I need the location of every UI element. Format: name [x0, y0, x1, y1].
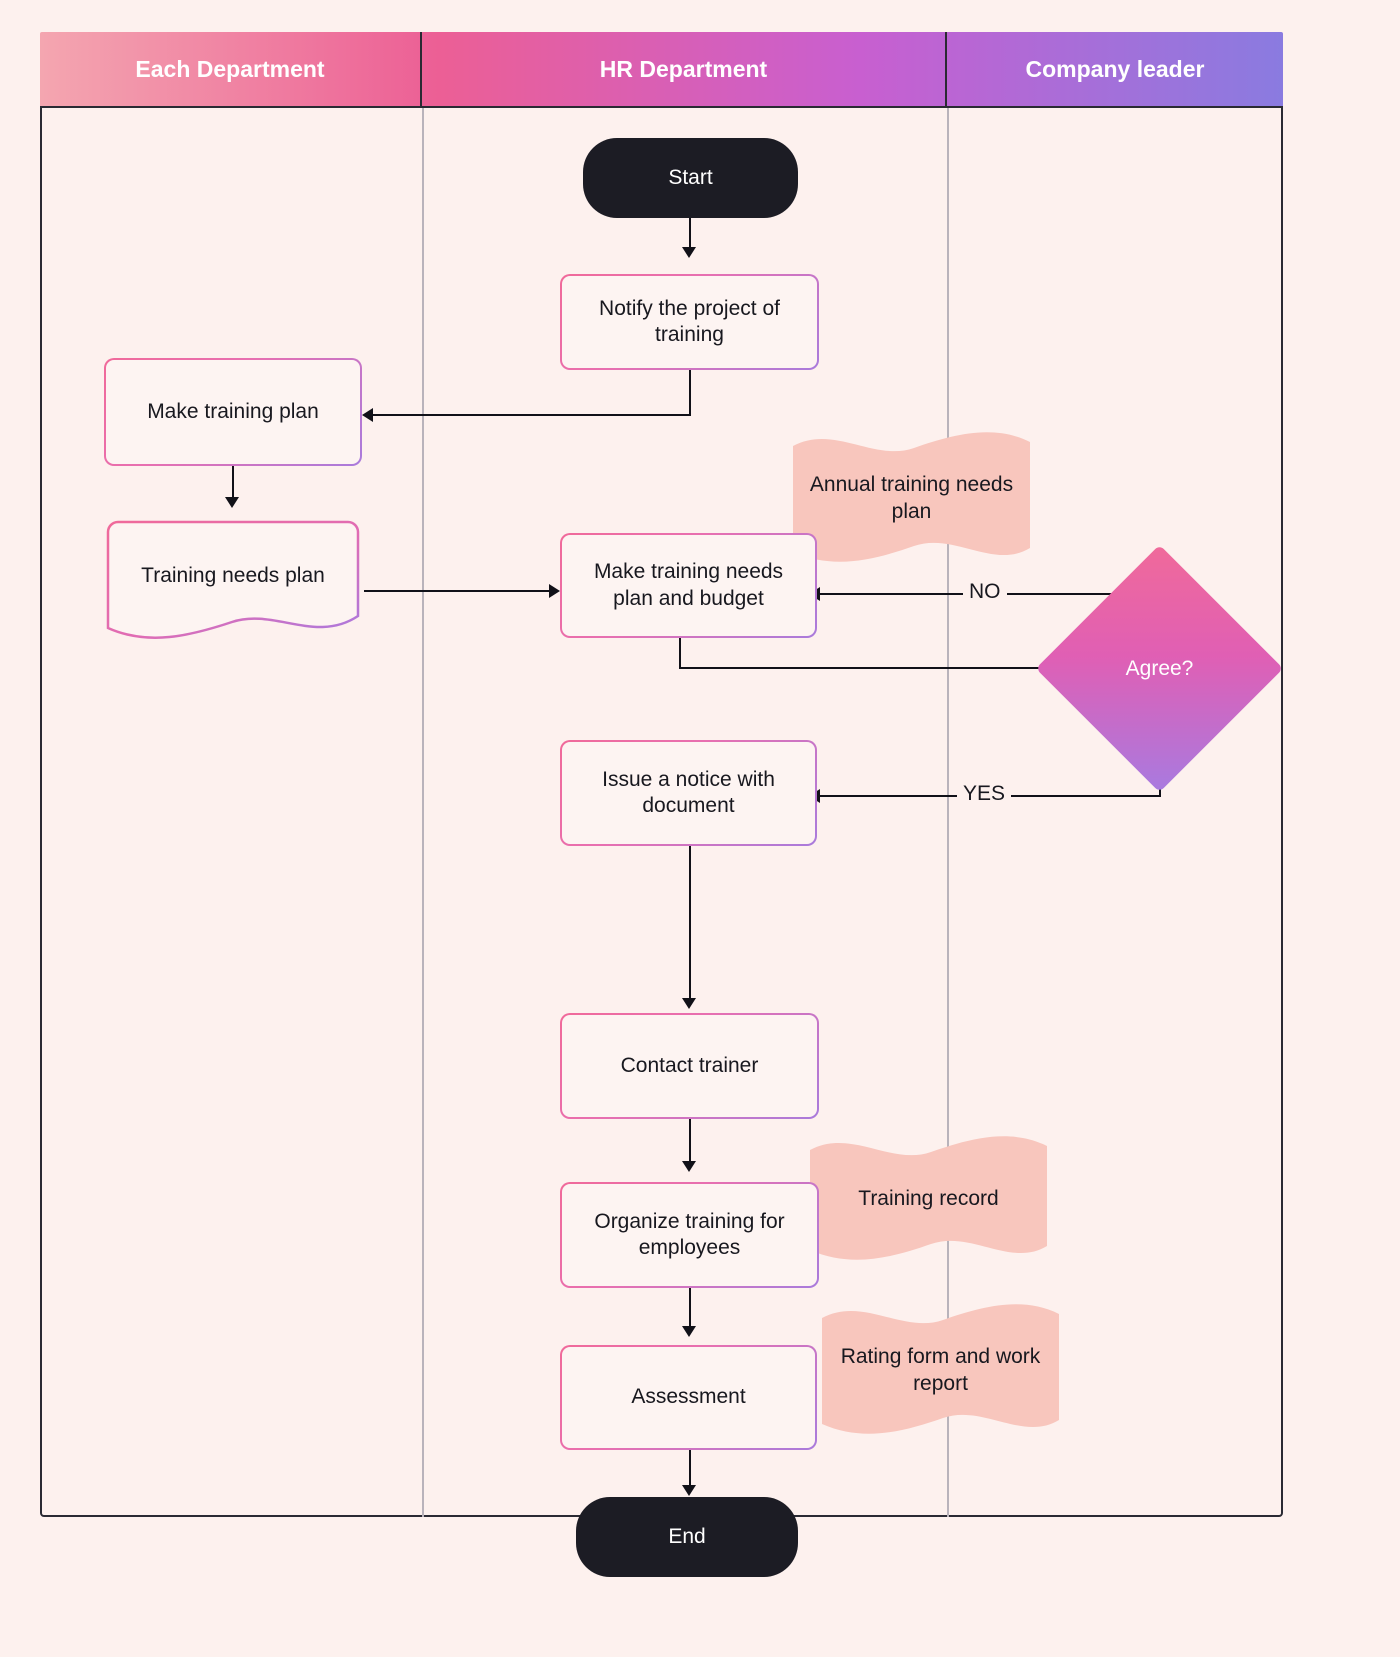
connector-assessment-to-end — [689, 1450, 691, 1488]
connector-needs-plan-to-budget — [364, 590, 553, 592]
lane-divider-1 — [422, 108, 424, 1517]
arrowhead-down — [682, 1326, 696, 1337]
swimlane-header-row — [40, 32, 1283, 108]
arrowhead-down — [225, 497, 239, 508]
connector-start-to-notify — [689, 218, 691, 250]
lane-header-label: HR Department — [599, 55, 768, 82]
connector-notify-to-make-plan — [373, 414, 691, 416]
arrowhead-down — [682, 247, 696, 258]
node-contact-trainer[interactable] — [560, 1013, 819, 1119]
node-label: Issue a notice with document — [602, 767, 775, 817]
connector-budget-down — [679, 638, 681, 669]
document-label: Annual training needs plan — [809, 472, 1014, 523]
node-issue-notice-with-document[interactable] — [560, 740, 817, 846]
arrowhead-down — [682, 1485, 696, 1496]
node-end[interactable] — [576, 1497, 798, 1577]
document-annual-training-needs-plan — [789, 428, 1034, 568]
document-label: Rating form and work report — [840, 1344, 1041, 1395]
connector-contact-to-organize — [689, 1119, 691, 1164]
node-make-training-plan[interactable] — [104, 358, 362, 466]
arrowhead-down — [682, 1161, 696, 1172]
connector-notice-to-contact — [689, 846, 691, 1001]
node-label: End — [668, 1524, 706, 1548]
node-label: Make training needs plan and budget — [593, 560, 784, 610]
node-organize-training-for-employees[interactable] — [560, 1182, 819, 1288]
node-agree-decision[interactable] — [1072, 581, 1247, 756]
arrowhead-right — [549, 584, 560, 598]
document-training-record — [806, 1134, 1051, 1264]
node-start[interactable] — [583, 138, 798, 218]
node-label: Assessment — [631, 1385, 746, 1409]
document-label: Training record — [858, 1187, 999, 1211]
node-label: Make training plan — [147, 399, 319, 423]
arrowhead-left — [362, 408, 373, 422]
node-label: Notify the project of training — [599, 296, 780, 346]
document-rating-form-and-work-report — [818, 1300, 1063, 1440]
connector-budget-to-agree — [679, 667, 1069, 669]
node-assessment[interactable] — [560, 1345, 817, 1450]
arrowhead-down — [682, 998, 696, 1009]
node-make-training-needs-plan-and-budget[interactable] — [560, 533, 817, 638]
lane-header-hr-department — [422, 32, 947, 106]
lane-header-label: Company leader — [1025, 55, 1205, 82]
connector-notify-down — [689, 370, 691, 416]
node-label: Contact trainer — [620, 1053, 759, 1077]
edge-label-yes: YES — [957, 782, 1011, 806]
lane-header-label: Each Department — [135, 55, 325, 82]
lane-header-each-department — [40, 32, 422, 106]
connector-organize-to-assessment — [689, 1288, 691, 1330]
node-label: Organize training for employees — [594, 1209, 785, 1259]
lane-header-company-leader — [947, 32, 1283, 106]
node-label: Agree? — [1125, 656, 1194, 680]
document-training-needs-plan — [104, 520, 362, 650]
connector-make-plan-to-needs-plan — [232, 466, 234, 500]
document-label: Training needs plan — [141, 564, 325, 588]
node-label: Start — [668, 165, 713, 189]
edge-label-no: NO — [963, 580, 1007, 604]
node-notify-project-of-training[interactable] — [560, 274, 819, 370]
